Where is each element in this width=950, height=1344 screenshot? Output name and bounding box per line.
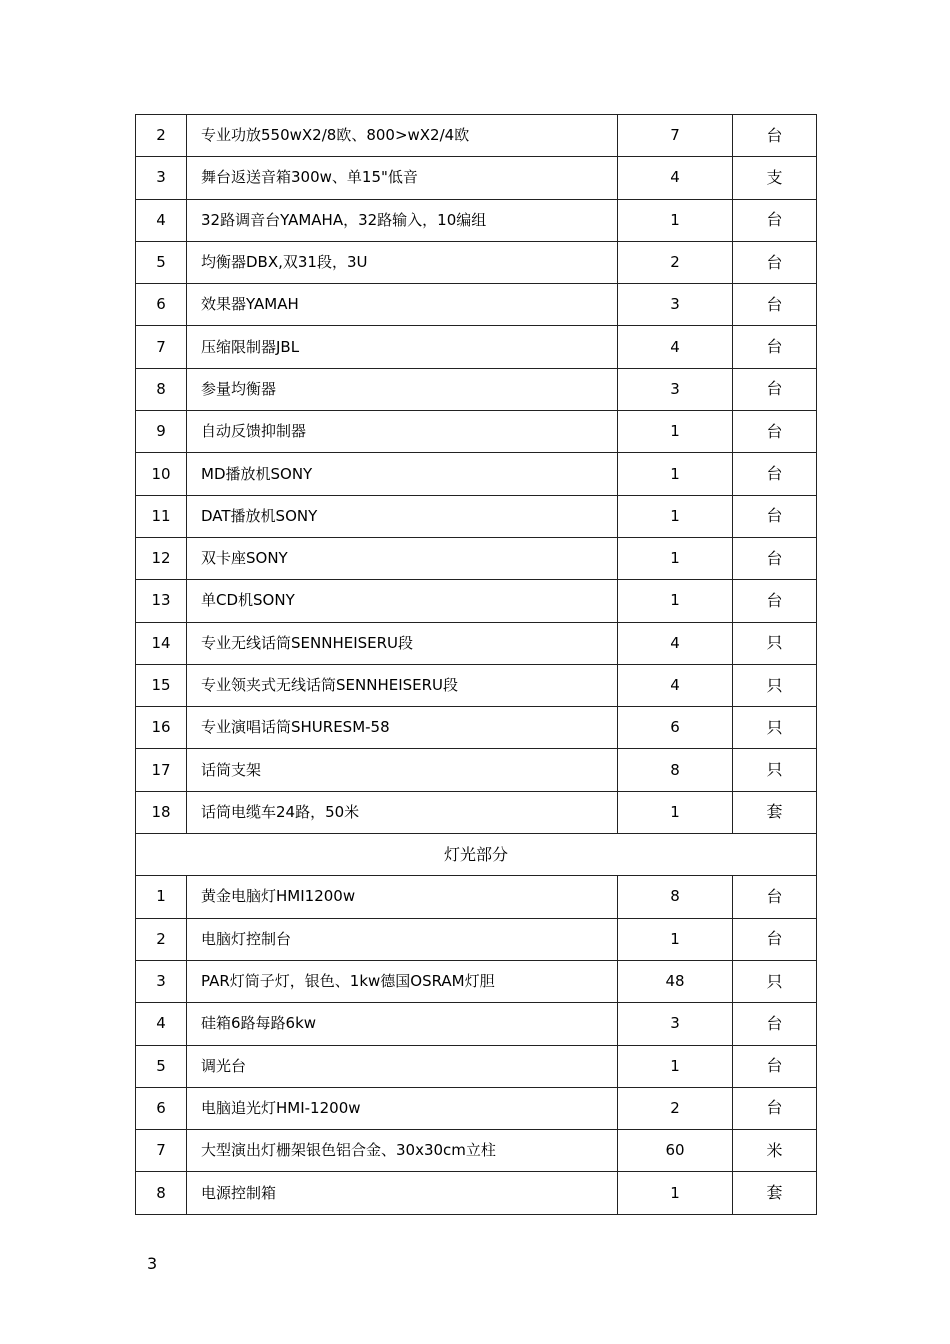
audio-section-body (136, 115, 817, 834)
item-quantity: 1 (618, 918, 733, 960)
item-quantity: 8 (618, 749, 733, 791)
item-name: 电脑追光灯HMI-1200w (187, 1087, 618, 1129)
item-quantity: 1 (618, 453, 733, 495)
item-name: 专业功放550wX2/8欧、800>wX2/4欧 (187, 115, 618, 157)
item-number: 6 (136, 284, 187, 326)
item-quantity: 4 (618, 664, 733, 706)
table-row (136, 1087, 817, 1129)
table-row (136, 241, 817, 283)
item-quantity: 60 (618, 1130, 733, 1172)
table-row (136, 622, 817, 664)
item-number: 8 (136, 1172, 187, 1214)
item-quantity: 1 (618, 1045, 733, 1087)
item-unit: 台 (733, 876, 817, 918)
item-unit: 台 (733, 580, 817, 622)
item-unit: 台 (733, 284, 817, 326)
table-row (136, 1045, 817, 1087)
item-quantity: 6 (618, 707, 733, 749)
table-row (136, 368, 817, 410)
table-row (136, 791, 817, 833)
item-quantity: 48 (618, 960, 733, 1002)
table-row (136, 199, 817, 241)
item-quantity: 1 (618, 411, 733, 453)
item-unit: 只 (733, 749, 817, 791)
table-row (136, 495, 817, 537)
item-name: 专业演唱话筒SHURESM-58 (187, 707, 618, 749)
item-unit: 只 (733, 960, 817, 1002)
item-name: 硅箱6路每路6kw (187, 1003, 618, 1045)
item-unit: 只 (733, 622, 817, 664)
item-number: 2 (136, 115, 187, 157)
item-quantity: 4 (618, 157, 733, 199)
lighting-section-header (136, 834, 817, 876)
item-quantity: 3 (618, 368, 733, 410)
item-number: 5 (136, 241, 187, 283)
item-number: 8 (136, 368, 187, 410)
item-number: 7 (136, 326, 187, 368)
item-quantity: 7 (618, 115, 733, 157)
item-name: 单CD机SONY (187, 580, 618, 622)
item-unit: 套 (733, 791, 817, 833)
item-name: 32路调音台YAMAHA，32路输入，10编组 (187, 199, 618, 241)
table-row (136, 537, 817, 579)
item-number: 17 (136, 749, 187, 791)
table-row (136, 411, 817, 453)
item-number: 6 (136, 1087, 187, 1129)
item-unit: 台 (733, 368, 817, 410)
item-quantity: 1 (618, 199, 733, 241)
item-unit: 台 (733, 411, 817, 453)
item-number: 7 (136, 1130, 187, 1172)
item-number: 5 (136, 1045, 187, 1087)
item-name: 舞台返送音箱300w、单15"低音 (187, 157, 618, 199)
table-row (136, 580, 817, 622)
item-quantity: 2 (618, 241, 733, 283)
item-number: 15 (136, 664, 187, 706)
table-row (136, 918, 817, 960)
item-unit: 台 (733, 1003, 817, 1045)
item-quantity: 4 (618, 326, 733, 368)
table-row (136, 707, 817, 749)
equipment-table (135, 114, 817, 1215)
section-header-row (136, 834, 817, 876)
item-quantity: 1 (618, 580, 733, 622)
table-row (136, 749, 817, 791)
item-unit: 只 (733, 664, 817, 706)
item-number: 14 (136, 622, 187, 664)
item-number: 9 (136, 411, 187, 453)
item-quantity: 4 (618, 622, 733, 664)
item-unit: 台 (733, 495, 817, 537)
item-name: 专业无线话筒SENNHEISERU段 (187, 622, 618, 664)
item-name: 电源控制箱 (187, 1172, 618, 1214)
item-number: 3 (136, 960, 187, 1002)
item-name: 自动反馈抑制器 (187, 411, 618, 453)
item-quantity: 3 (618, 1003, 733, 1045)
item-number: 16 (136, 707, 187, 749)
item-name: 效果器YAMAH (187, 284, 618, 326)
item-name: 话筒支架 (187, 749, 618, 791)
item-number: 4 (136, 199, 187, 241)
item-name: 话筒电缆车24路，50米 (187, 791, 618, 833)
page-number: 3 (147, 1254, 158, 1273)
item-unit: 台 (733, 537, 817, 579)
item-number: 3 (136, 157, 187, 199)
item-unit: 台 (733, 115, 817, 157)
table-row (136, 326, 817, 368)
item-unit: 台 (733, 199, 817, 241)
item-number: 2 (136, 918, 187, 960)
item-number: 10 (136, 453, 187, 495)
item-unit: 支 (733, 157, 817, 199)
item-name: 双卡座SONY (187, 537, 618, 579)
item-name: PAR灯筒子灯，银色、1kw德国OSRAM灯胆 (187, 960, 618, 1002)
item-quantity: 3 (618, 284, 733, 326)
item-name: 专业领夹式无线话筒SENNHEISERU段 (187, 664, 618, 706)
item-unit: 只 (733, 707, 817, 749)
table-row (136, 453, 817, 495)
item-name: 调光台 (187, 1045, 618, 1087)
item-name: MD播放机SONY (187, 453, 618, 495)
item-unit: 套 (733, 1172, 817, 1214)
table-row (136, 1130, 817, 1172)
item-quantity: 1 (618, 537, 733, 579)
table-row (136, 115, 817, 157)
table-row (136, 157, 817, 199)
table-row (136, 1172, 817, 1214)
item-quantity: 8 (618, 876, 733, 918)
item-number: 1 (136, 876, 187, 918)
item-number: 11 (136, 495, 187, 537)
item-quantity: 2 (618, 1087, 733, 1129)
table-row (136, 664, 817, 706)
item-number: 18 (136, 791, 187, 833)
item-unit: 台 (733, 453, 817, 495)
item-unit: 台 (733, 1045, 817, 1087)
item-quantity: 1 (618, 1172, 733, 1214)
item-number: 12 (136, 537, 187, 579)
item-name: 黄金电脑灯HMI1200w (187, 876, 618, 918)
item-name: 参量均衡器 (187, 368, 618, 410)
table-row (136, 284, 817, 326)
item-quantity: 1 (618, 791, 733, 833)
item-name: 电脑灯控制台 (187, 918, 618, 960)
item-unit: 台 (733, 326, 817, 368)
item-number: 4 (136, 1003, 187, 1045)
lighting-section-title: 灯光部分 (136, 834, 817, 876)
item-unit: 米 (733, 1130, 817, 1172)
lighting-section-body (136, 876, 817, 1214)
item-number: 13 (136, 580, 187, 622)
item-quantity: 1 (618, 495, 733, 537)
table-row (136, 960, 817, 1002)
item-unit: 台 (733, 241, 817, 283)
item-name: 均衡器DBX,双31段，3U (187, 241, 618, 283)
item-name: 大型演出灯栅架银色铝合金、30x30cm立柱 (187, 1130, 618, 1172)
item-name: 压缩限制器JBL (187, 326, 618, 368)
table-row (136, 1003, 817, 1045)
table-row (136, 876, 817, 918)
item-unit: 台 (733, 1087, 817, 1129)
item-unit: 台 (733, 918, 817, 960)
item-name: DAT播放机SONY (187, 495, 618, 537)
